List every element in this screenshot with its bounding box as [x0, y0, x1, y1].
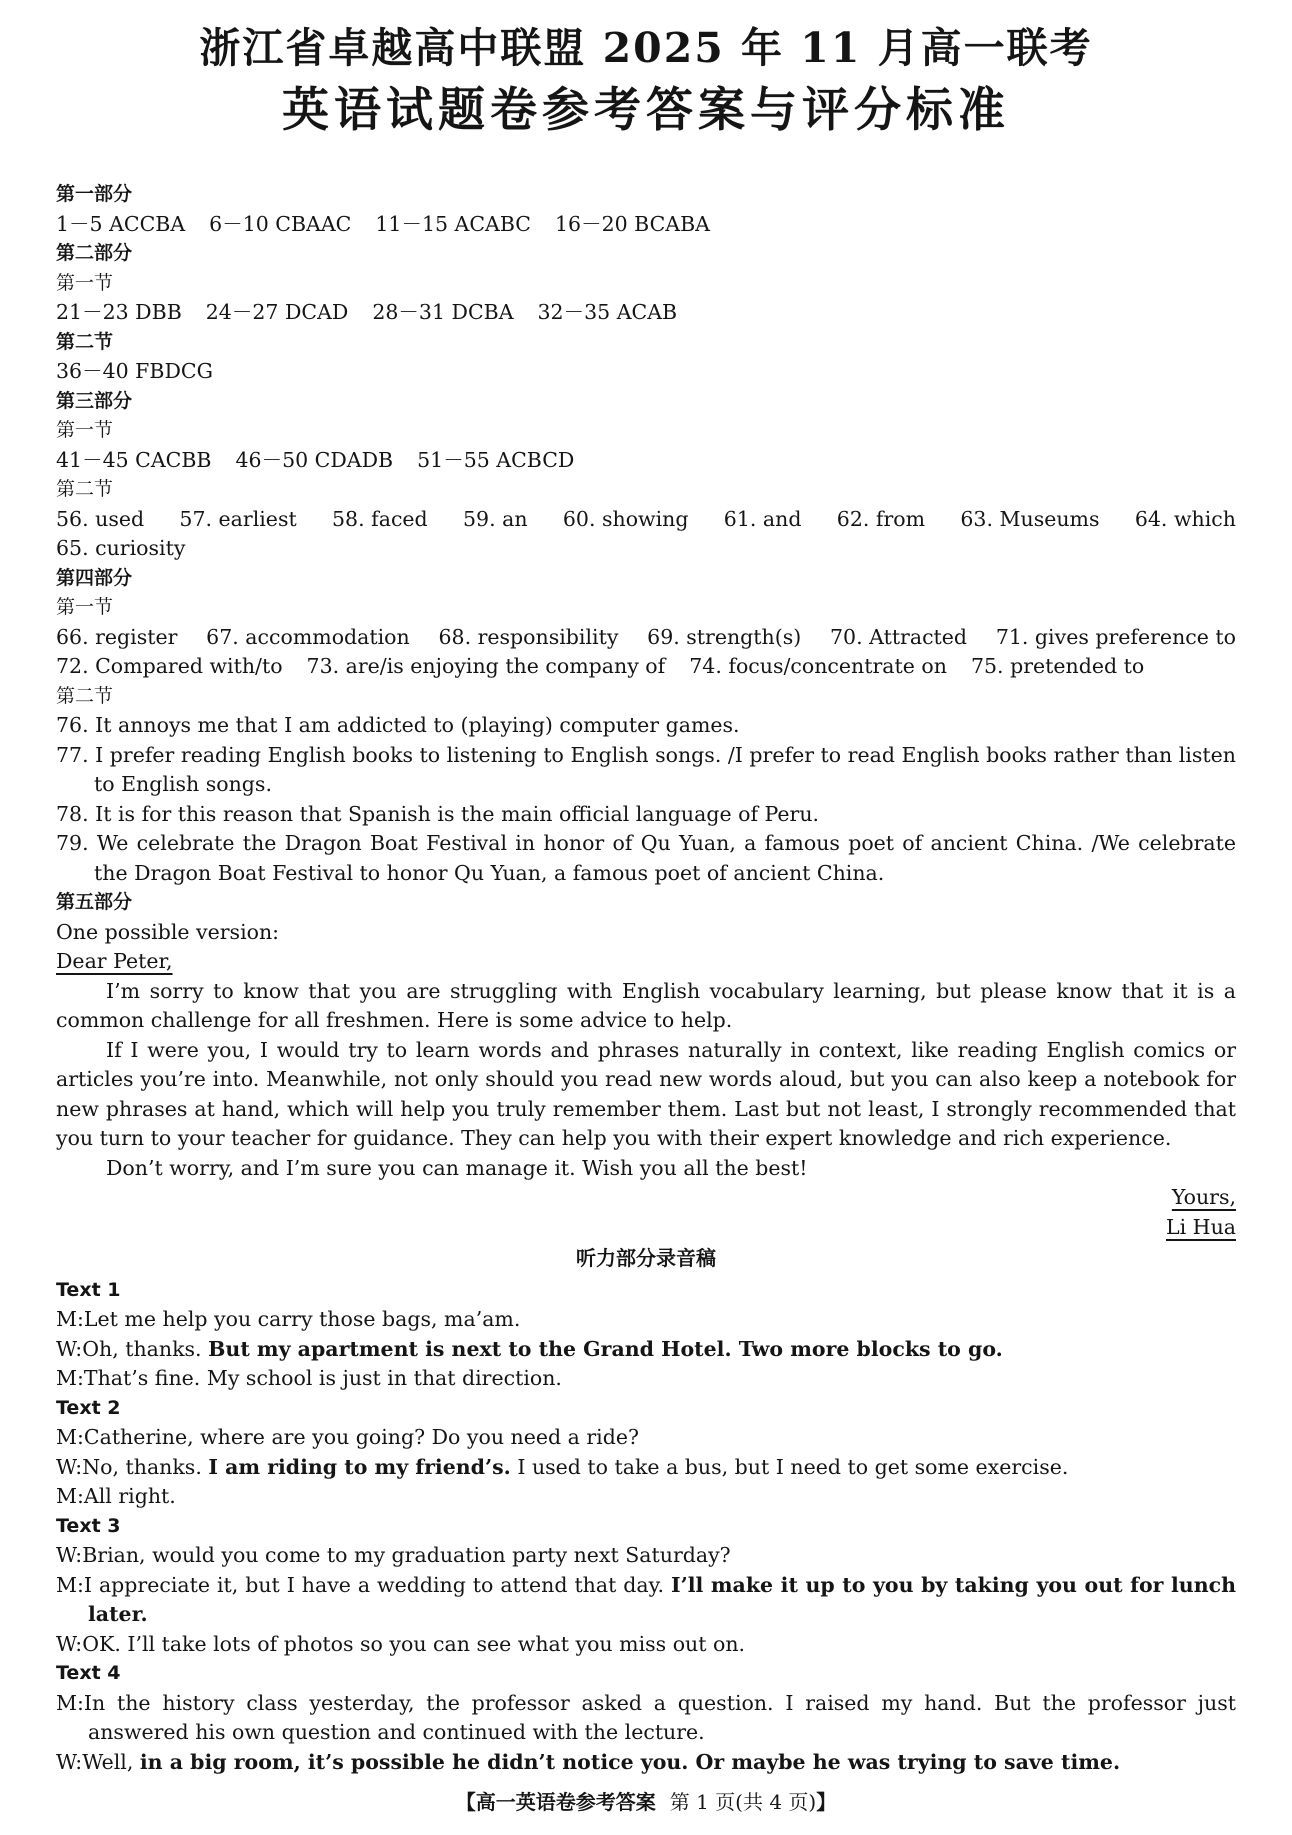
transcript: [56, 1276, 1236, 1778]
dialogue-text: Brian, would you come to my graduation party next Saturday?: [82, 1543, 731, 1567]
letter-paragraph: I’m sorry to know that you are struggling with English vocabulary learning, but please know that it is a common challenge for all freshmen. Here is some advice to help.: [56, 978, 1236, 1032]
answer-item: 57. earliest: [179, 506, 297, 531]
sentence-answer: 76. It annoys me that I am addicted to (playing) computer games.: [56, 713, 740, 737]
part4-section2-label: 第二节: [56, 684, 114, 707]
page-number: 第 1 页(共 4 页): [669, 1790, 817, 1814]
salutation-text: Dear Peter,: [56, 949, 173, 973]
answer-group: 11－15 ACABC: [375, 211, 531, 236]
answer-content: [56, 180, 1236, 1777]
dialogue-text: In the history class yesterday, the professor asked a question. I raised my hand. But the professor just answered his own question and continued with the lecture.: [83, 1690, 1236, 1744]
speaker-label: W:: [56, 1631, 83, 1656]
part4-section1-answers-row2: [56, 652, 1236, 682]
dialogue-text: I appreciate it, but I have a wedding to attend that day.: [83, 1572, 671, 1597]
speaker-label: M:: [56, 1366, 84, 1390]
dialogue-line: [56, 1571, 1236, 1630]
answer-item: 64. which: [1134, 506, 1236, 531]
answer-group: 32－35 ACAB: [537, 300, 678, 324]
part5-heading: 第五部分: [56, 891, 133, 913]
answer-item: 71. gives preference to: [995, 624, 1236, 649]
speaker-label: M:: [56, 1307, 84, 1331]
part3-section1-label: 第一节: [56, 419, 114, 441]
answer-item: 70. Attracted: [830, 624, 968, 649]
part4-section1-answers-row1: [56, 623, 1236, 653]
letter-closing: [56, 1183, 1236, 1213]
answer-item: 66. register: [56, 624, 178, 649]
answer-item: 69. strength(s): [647, 624, 802, 649]
letter-salutation: [56, 947, 1236, 977]
dialogue-line: [56, 1423, 1236, 1453]
dialogue-line: [56, 1482, 1236, 1512]
transcript-text-label: Text 1: [56, 1278, 121, 1301]
letter-signature: [56, 1213, 1236, 1243]
answer-item: 58. faced: [332, 506, 428, 531]
dialogue-key-text: I am riding to my friend’s.: [208, 1454, 511, 1479]
footer-left: 【高一英语卷参考答案: [455, 1790, 656, 1814]
part3-section1-answers: [56, 446, 1236, 476]
sample-intro: One possible version:: [56, 919, 280, 944]
speaker-label: M:: [56, 1425, 84, 1449]
closing-text: Yours,: [1171, 1185, 1236, 1209]
answer-item: 63. Museums: [960, 506, 1100, 531]
answer-item: 72. Compared with/to: [56, 654, 283, 678]
dialogue-key-text: I’ll make it up to you by taking you out for lunch later.: [88, 1572, 1236, 1626]
part1-heading: 第一部分: [56, 183, 133, 205]
sentence-answer: 77. I prefer reading English books to listening to English songs. /I prefer to read English books rather than listen to English songs.: [56, 742, 1236, 796]
exam-title: 浙江省卓越高中联盟 2025 年 11 月高一联考: [199, 24, 1093, 72]
answer-item: 56. used: [56, 506, 145, 531]
part2-section1-label: 第一节: [56, 271, 114, 294]
answer-item: 62. from: [836, 506, 926, 531]
answer-item: 75. pretended to: [970, 654, 1145, 678]
answer-group: 6－10 CBAAC: [209, 211, 352, 236]
document-title: 英语试题卷参考答案与评分标准: [282, 83, 1010, 138]
answer-item: 68. responsibility: [438, 624, 619, 649]
answer-item: 65. curiosity: [56, 536, 186, 560]
letter-paragraph: If I were you, I would try to learn words and phrases naturally in context, like reading English comics or articles you’re into. Meanwhile, not only should you read new words aloud, but you can also keep a notebook for new phrases at hand, which will help you truly remember them. Last but not least, I strongly recommended that you turn to your teacher for guidance. They can help you with their expert knowledge and rich experience.: [56, 1037, 1236, 1150]
sentence-answer: 78. It is for this reason that Spanish is the main official language of Peru.: [56, 801, 820, 826]
part3-section2-answers: [56, 505, 1236, 535]
answer-item: 74. focus/concentrate on: [689, 654, 947, 678]
speaker-label: M:: [56, 1484, 84, 1508]
dialogue-text: I used to take a bus, but I need to get some exercise.: [510, 1454, 1069, 1479]
answer-group: 46－50 CDADB: [235, 447, 394, 472]
transcript-text-label: Text 4: [56, 1662, 121, 1684]
transcript-text-label: Text 3: [56, 1514, 121, 1537]
dialogue-text: OK. I’ll take lots of photos so you can see what you miss out on.: [82, 1631, 746, 1656]
answer-group: 21－23 DBB: [56, 300, 182, 324]
speaker-label: W:: [56, 1543, 83, 1567]
answer-group: 28－31 DCBA: [372, 300, 514, 324]
signature-text: Li Hua: [1166, 1214, 1236, 1239]
dialogue-text: Let me help you carry those bags, ma’am.: [83, 1307, 521, 1331]
answer-group: 1－5 ACCBA: [56, 211, 186, 236]
answer-group: 41－45 CACBB: [56, 447, 212, 472]
dialogue-line: [56, 1630, 1236, 1660]
dialogue-text: That’s fine. My school is just in that direction.: [83, 1366, 562, 1390]
part4-section1-label: 第一节: [56, 596, 114, 618]
dialogue-text: Catherine, where are you going? Do you need a ride?: [83, 1425, 639, 1449]
page-footer: [0, 1786, 1292, 1815]
part1-answers: [56, 210, 1236, 240]
speaker-label: M:: [56, 1690, 84, 1715]
answer-item: 73. are/is enjoying the company of: [306, 654, 666, 678]
part3-section2-label: 第二节: [56, 478, 114, 500]
sentence-answer: 79. We celebrate the Dragon Boat Festival in honor of Qu Yuan, a famous poet of ancient China. /We celebrate the Dragon Boat Festival to honor Qu Yuan, a famous poet of ancient China.: [56, 831, 1236, 885]
dialogue-text: Oh, thanks.: [82, 1336, 209, 1361]
part2-section1-answers: [56, 298, 1236, 328]
transcript-title: 听力部分录音稿: [576, 1246, 716, 1270]
dialogue-text: Well,: [82, 1749, 140, 1774]
dialogue-line: [56, 1748, 1236, 1778]
dialogue-key-text: But my apartment is next to the Grand Hotel. Two more blocks to go.: [208, 1336, 1003, 1361]
answer-group: 36－40 FBDCG: [56, 359, 213, 383]
part2-section2-answers: [56, 357, 1236, 387]
answer-group: 24－27 DCAD: [205, 300, 349, 324]
answer-item: 59. an: [463, 506, 528, 531]
speaker-label: W:: [56, 1336, 83, 1361]
dialogue-line: [56, 1453, 1236, 1483]
dialogue-line: [56, 1305, 1236, 1335]
dialogue-text: All right.: [83, 1484, 176, 1508]
answer-item: 60. showing: [562, 506, 689, 531]
answer-item: 61. and: [723, 506, 802, 531]
footer-right: 】: [816, 1790, 837, 1814]
dialogue-text: No, thanks.: [82, 1454, 209, 1479]
part2-heading: 第二部分: [56, 242, 133, 264]
answer-group: 51－55 ACBCD: [417, 447, 575, 472]
answer-item: 67. accommodation: [206, 624, 410, 649]
speaker-label: W:: [56, 1749, 83, 1774]
part2-section2-label: 第二节: [56, 330, 114, 353]
dialogue-line: [56, 1541, 1236, 1571]
dialogue-line: [56, 1689, 1236, 1748]
letter-paragraph: Don’t worry, and I’m sure you can manage it. Wish you all the best!: [106, 1155, 808, 1180]
dialogue-key-text: in a big room, it’s possible he didn’t notice you. Or maybe he was trying to save time.: [139, 1749, 1121, 1774]
speaker-label: W:: [56, 1454, 83, 1479]
dialogue-line: [56, 1364, 1236, 1394]
dialogue-line: [56, 1335, 1236, 1365]
part3-heading: 第三部分: [56, 389, 133, 412]
part4-heading: 第四部分: [56, 566, 133, 589]
transcript-text-label: Text 2: [56, 1396, 121, 1419]
speaker-label: M:: [56, 1572, 84, 1597]
answer-group: 16－20 BCABA: [554, 211, 710, 236]
